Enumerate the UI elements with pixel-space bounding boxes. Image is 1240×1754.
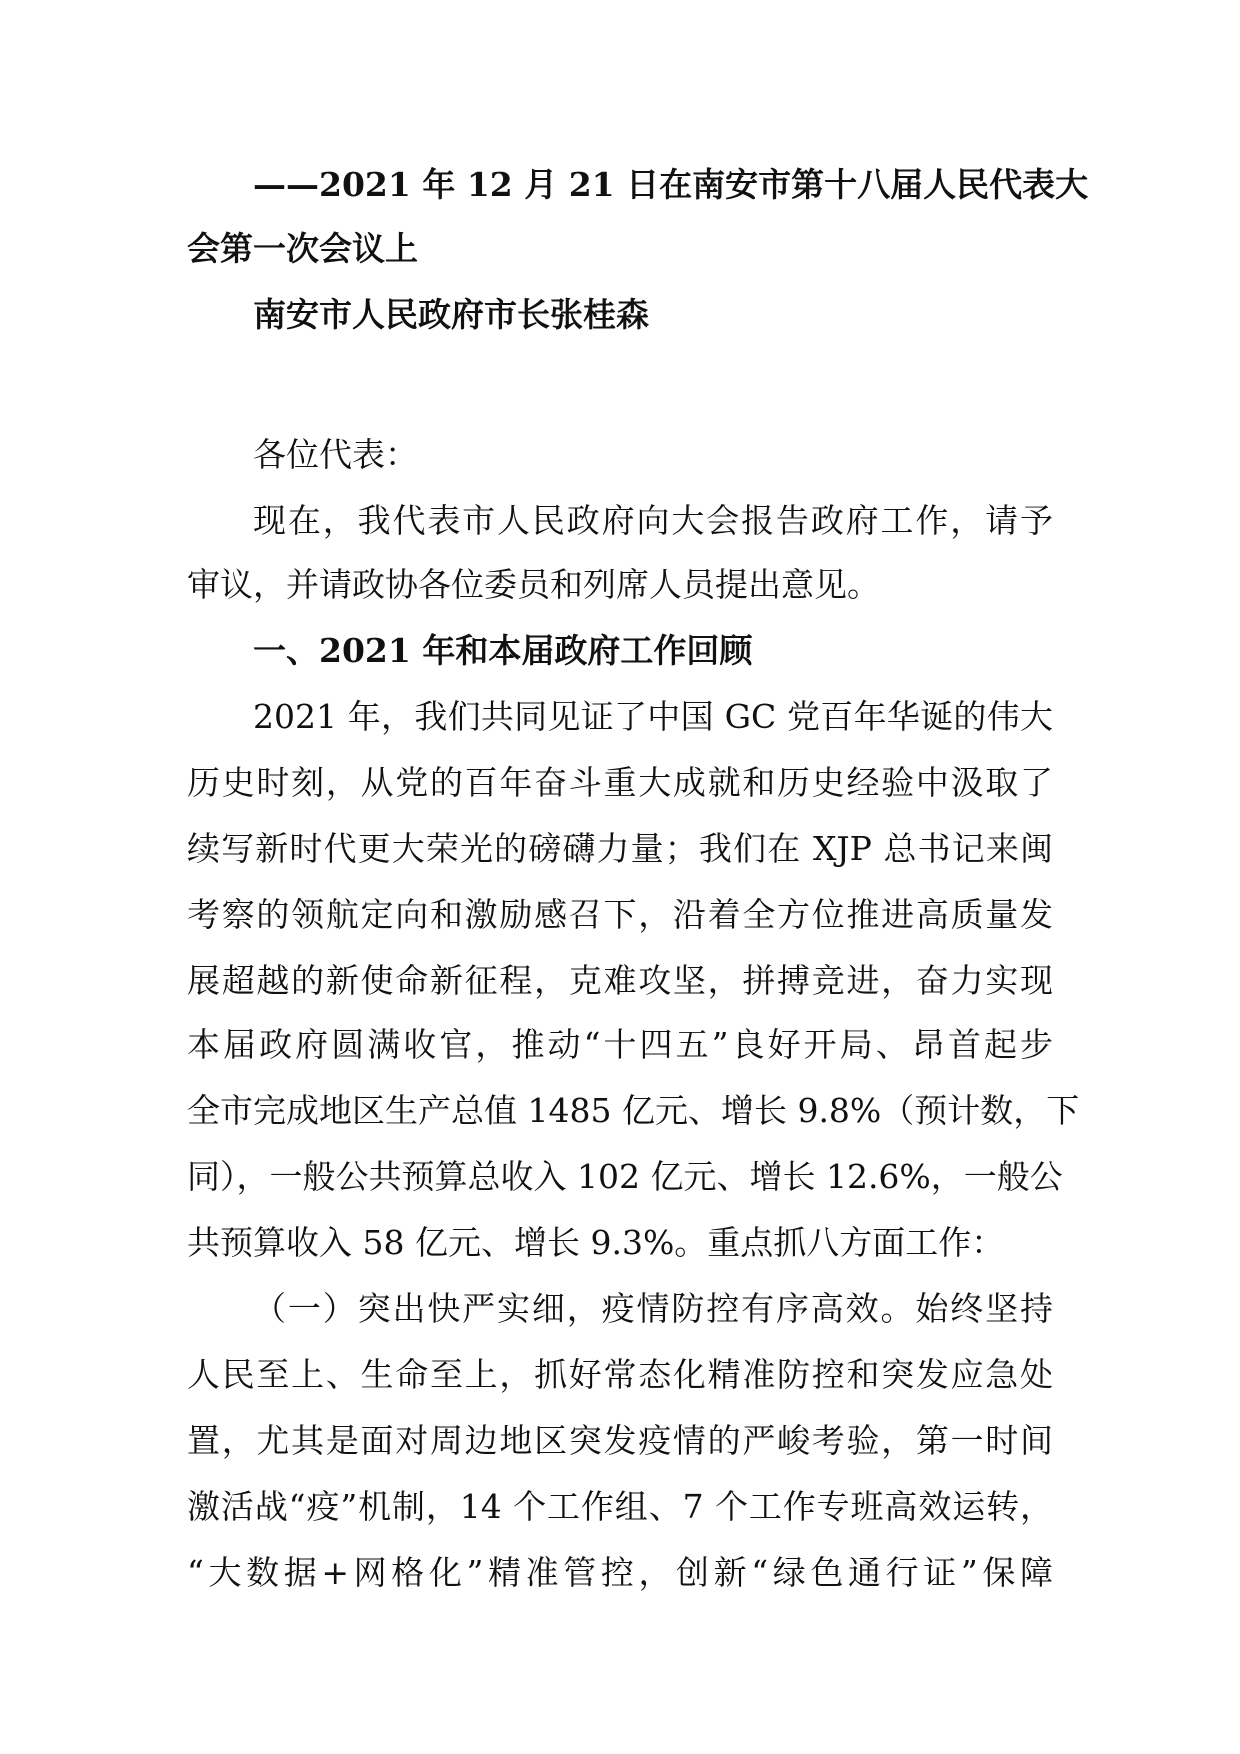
- paragraph-line: 考察的领航定向和激励感召下，沿着全方位推进高质量发: [187, 895, 1053, 934]
- salutation: 各位代表：: [253, 435, 418, 474]
- paragraph-line: 人民至上、生命至上，抓好常态化精准防控和突发应急处: [187, 1355, 1053, 1394]
- paragraph-line: 历史时刻，从党的百年奋斗重大成就和历史经验中汲取了: [187, 763, 1053, 802]
- subtitle-line-2: 会第一次会议上: [187, 229, 418, 268]
- paragraph-line: 激活战“疫”机制，14 个工作组、7 个工作专班高效运转，: [187, 1487, 1053, 1526]
- intro-line-2: 审议，并请政协各位委员和列席人员提出意见。: [187, 565, 880, 604]
- paragraph-line: 续写新时代更大荣光的磅礴力量；我们在 XJP 总书记来闽: [187, 829, 1053, 868]
- paragraph-line: 本届政府圆满收官，推动“十四五”良好开局、昂首起步: [187, 1025, 1053, 1064]
- paragraph-line: 共预算收入 58 亿元、增长 9.3%。重点抓八方面工作：: [187, 1223, 1005, 1262]
- paragraph-line: 同），一般公共预算总收入 102 亿元、增长 12.6%，一般公: [187, 1157, 1063, 1196]
- section-heading: 一、2021 年和本届政府工作回顾: [253, 631, 753, 670]
- paragraph-line: 2021 年，我们共同见证了中国 GC 党百年华诞的伟大: [253, 697, 1053, 736]
- paragraph-line: （一）突出快严实细，疫情防控有序高效。始终坚持: [253, 1289, 1053, 1328]
- author-line: 南安市人民政府市长张桂森: [253, 295, 649, 334]
- subtitle-line-1: ——2021 年 12 月 21 日在南安市第十八届人民代表大: [253, 165, 1089, 204]
- paragraph-line: 置，尤其是面对周边地区突发疫情的严峻考验，第一时间: [187, 1421, 1053, 1460]
- intro-line-1: 现在，我代表市人民政府向大会报告政府工作，请予: [253, 501, 1053, 540]
- paragraph-line: 全市完成地区生产总值 1485 亿元、增长 9.8%（预计数，下: [187, 1091, 1080, 1130]
- paragraph-line: 展超越的新使命新征程，克难攻坚，拼搏竞进，奋力实现: [187, 961, 1053, 1000]
- paragraph-line: “大数据+网格化”精准管控，创新“绿色通行证”保障: [187, 1553, 1053, 1592]
